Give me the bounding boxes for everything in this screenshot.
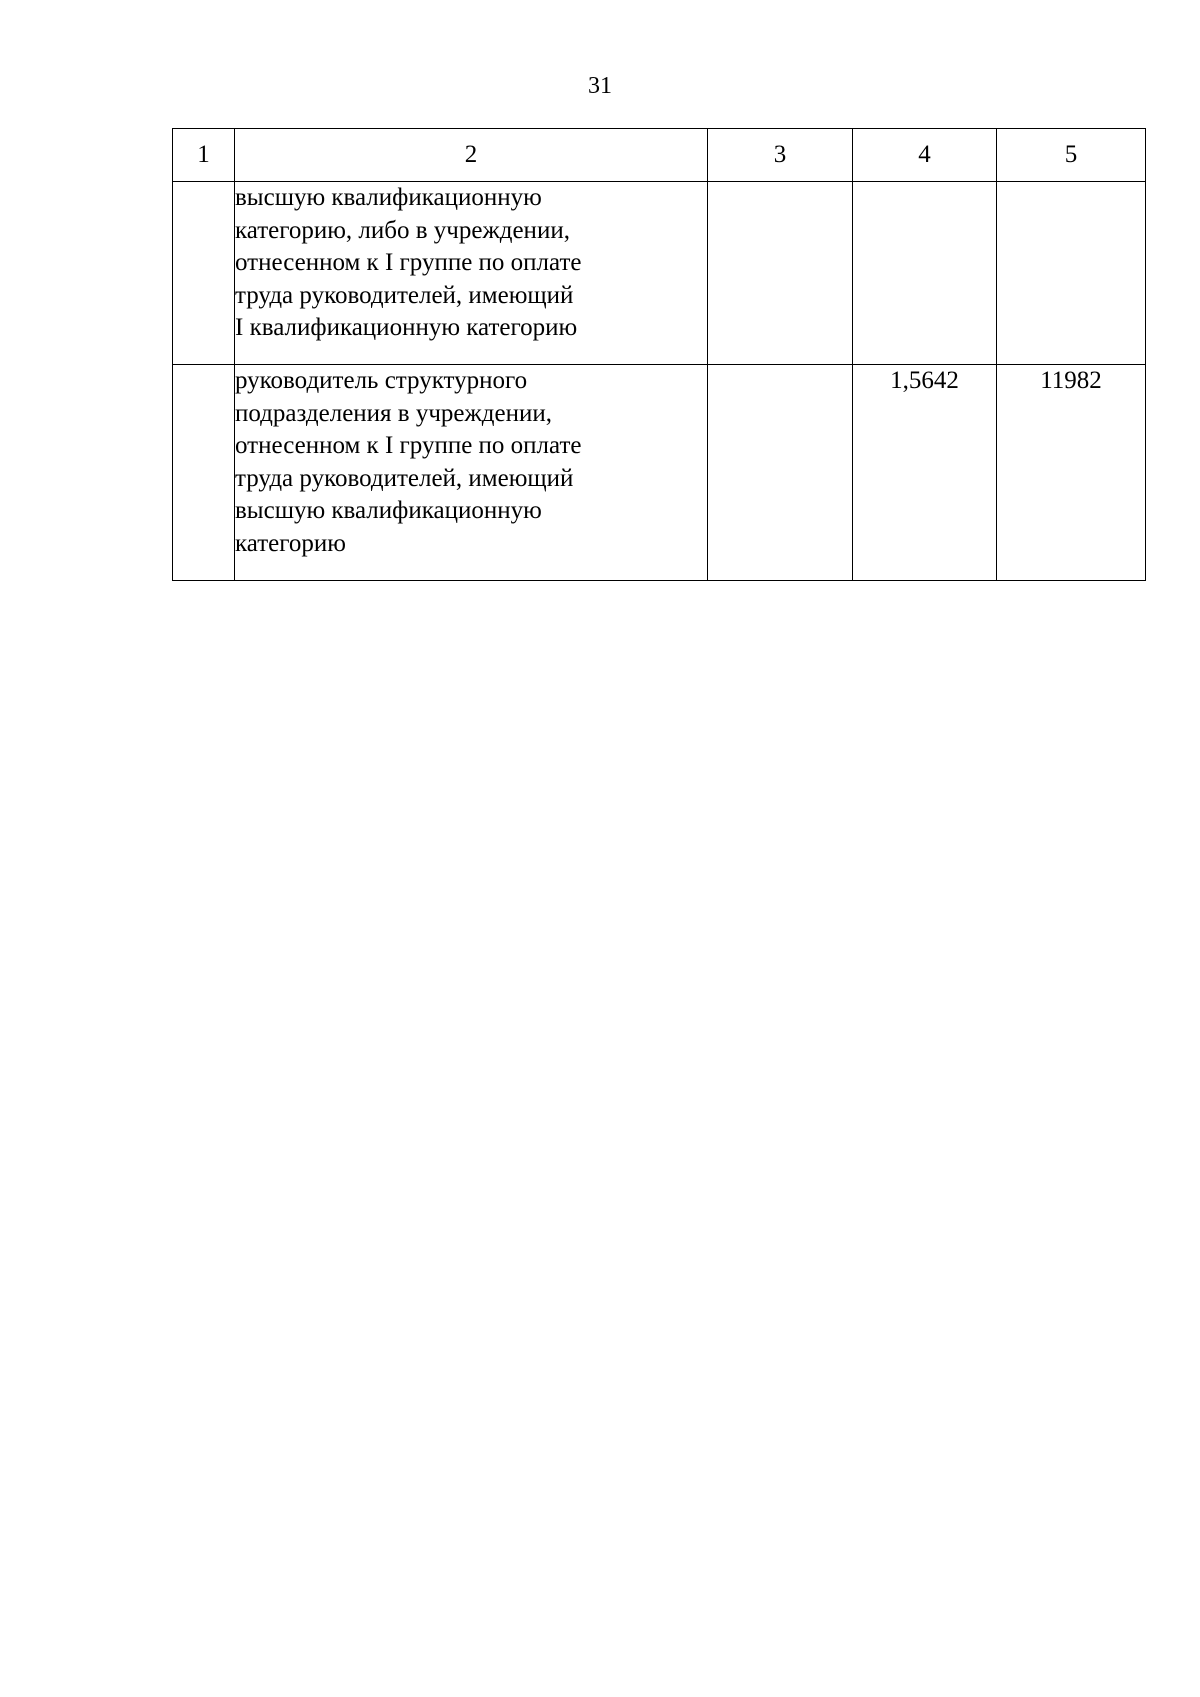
row-2-coefficient: 1,5642 [853,365,997,581]
description-line: отнесенном к I группе по оплате [235,249,582,276]
description-line: отнесенном к I группе по оплате [235,432,582,459]
row-2-col-3 [708,365,853,581]
column-header-2: 2 [235,129,708,182]
description-line: высшую квалификационную [235,184,542,211]
data-table [172,128,1146,581]
row-1-col-1 [173,182,235,365]
column-header-4: 4 [853,129,997,182]
table-row [173,182,1146,365]
column-header-3: 3 [708,129,853,182]
row-1-col-3 [708,182,853,365]
description-line: I квалификационную категорию [235,314,578,341]
row-1-description [235,182,708,365]
column-header-1: 1 [173,129,235,182]
description-line: категорию, либо в учреждении, [235,216,570,244]
row-2-description [235,365,708,581]
description-line: категорию [235,529,346,557]
row-2-col-1 [173,365,235,581]
description-line: высшую квалификационную [235,497,542,524]
row-1-col-4 [853,182,997,365]
table-header-row [173,129,1146,182]
row-2-amount: 11982 [997,365,1146,581]
row-1-col-5 [997,182,1146,365]
description-line: труда руководителей, имеющий [235,464,574,492]
description-line: подразделения в учреждении, [235,399,552,427]
column-header-5: 5 [997,129,1146,182]
description-line: руководитель структурного [235,367,528,394]
page-number: 31 [588,73,612,99]
table-row [173,365,1146,581]
description-line: труда руководителей, имеющий [235,281,574,309]
